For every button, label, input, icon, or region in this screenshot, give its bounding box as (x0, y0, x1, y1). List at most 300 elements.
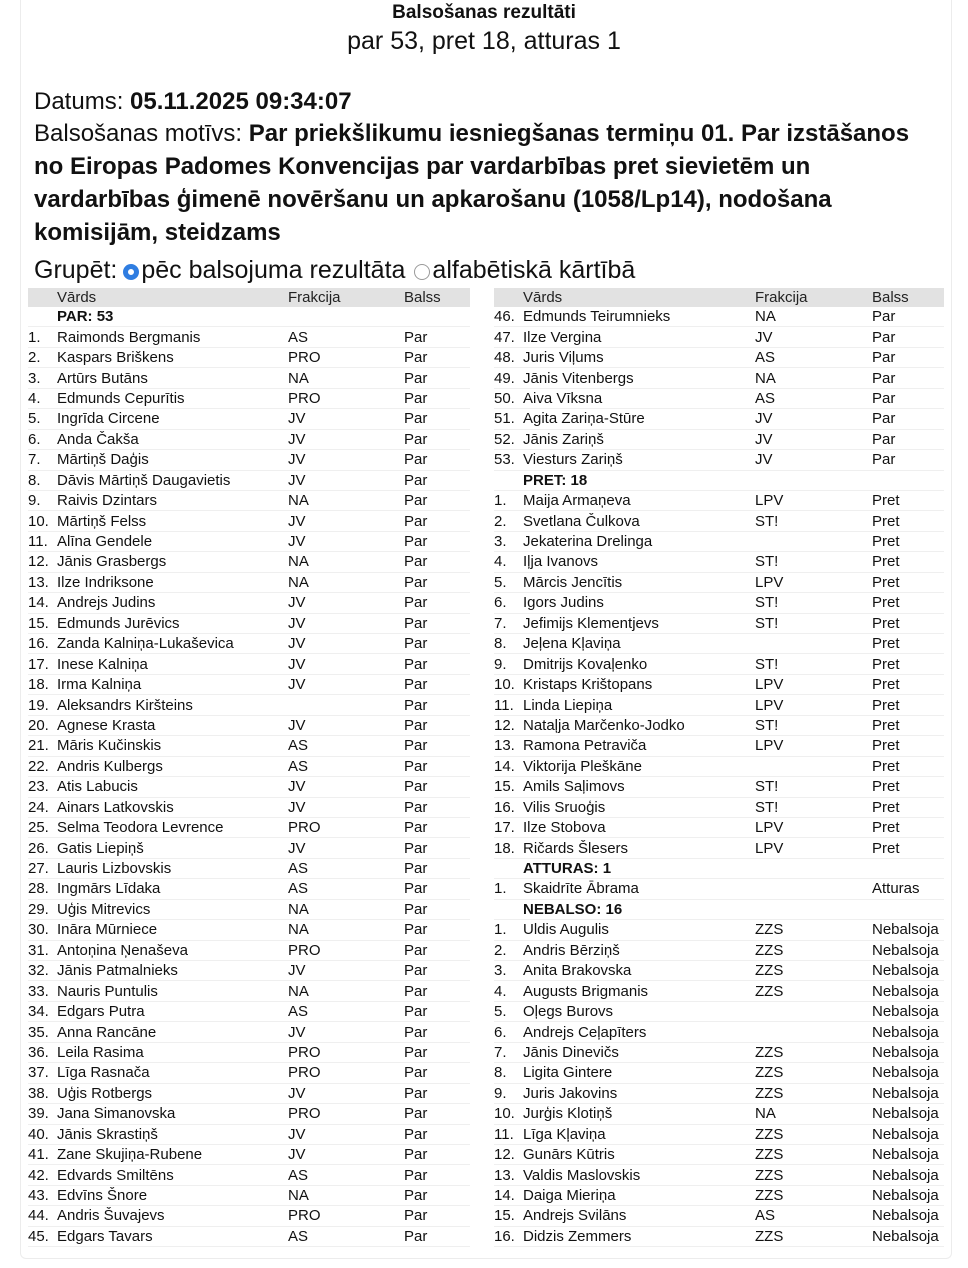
table-row (28, 1002, 470, 1022)
deputy-name: Alīna Gendele (57, 533, 153, 551)
table-row (28, 491, 470, 511)
deputy-faction: ST! (755, 594, 779, 612)
deputy-name: Jana Simanovska (57, 1105, 176, 1123)
deputy-faction: ZZS (755, 1187, 784, 1205)
deputy-faction: ST! (755, 716, 779, 734)
table-row (494, 491, 944, 511)
deputy-name: Juris Jakovins (523, 1084, 618, 1102)
table-row (494, 675, 944, 695)
table-row (494, 1227, 944, 1247)
row-number: 11. (494, 1125, 514, 1143)
deputy-name: Uģis Rotbergs (57, 1084, 153, 1102)
deputy-vote: Pret (872, 635, 900, 653)
row-number: 41. (28, 1146, 49, 1164)
deputy-name: Jefimijs Klementjevs (523, 614, 659, 632)
deputy-faction: JV (288, 1084, 306, 1102)
table-row (28, 716, 470, 736)
deputy-name: Jekaterina Drelinga (523, 533, 653, 551)
deputy-faction: JV (288, 635, 306, 653)
deputy-faction: ZZS (755, 1084, 784, 1102)
deputy-vote: Par (404, 655, 428, 673)
row-number: 13. (494, 1166, 515, 1184)
radio-alphabetical[interactable] (414, 264, 430, 280)
deputy-name: Irma Kalniņa (57, 676, 142, 694)
table-body (28, 307, 470, 1247)
deputy-faction: ST! (755, 553, 779, 571)
row-number: 5. (494, 573, 507, 591)
table-row (494, 716, 944, 736)
section-title: PAR: 53 (57, 308, 114, 326)
deputy-vote: Nebalsoja (872, 1166, 939, 1184)
table-row (494, 1084, 944, 1104)
row-number: 10. (494, 1105, 515, 1123)
table-row (494, 981, 944, 1001)
deputy-vote: Par (404, 328, 428, 346)
deputy-vote: Pret (872, 594, 900, 612)
section-header (494, 471, 944, 491)
deputy-name: Mārtiņš Felss (57, 512, 147, 530)
deputy-name: Edgars Putra (57, 1003, 145, 1021)
deputy-name: Ingmārs Līdaka (57, 880, 161, 898)
deputy-name: Aleksandrs Kiršteins (57, 696, 193, 714)
deputy-vote: Nebalsoja (872, 1207, 939, 1225)
deputy-name: Vilis Sruoģis (523, 798, 606, 816)
deputy-faction: JV (288, 451, 306, 469)
row-number: 1. (494, 880, 507, 898)
table-row (494, 532, 944, 552)
table-row (28, 961, 470, 981)
deputy-faction: JV (755, 328, 773, 346)
column-vote-header: Balss (872, 289, 909, 306)
deputy-vote: Par (404, 778, 428, 796)
row-number: 19. (28, 696, 49, 714)
deputy-vote: Pret (872, 819, 900, 837)
deputy-name: Uldis Augulis (523, 921, 609, 939)
deputy-name: Andrejs Ceļapīters (523, 1023, 647, 1041)
deputy-name: Artūrs Butāns (57, 369, 148, 387)
deputy-name: Selma Teodora Levrence (57, 819, 224, 837)
deputy-faction: ZZS (755, 1043, 784, 1061)
row-number: 53. (494, 451, 515, 469)
deputy-vote: Par (404, 1207, 428, 1225)
deputy-vote: Par (404, 1023, 428, 1041)
table-row (494, 634, 944, 654)
row-number: 14. (494, 757, 515, 775)
deputy-faction: NA (288, 553, 309, 571)
deputy-name: Andris Bērziņš (523, 941, 620, 959)
deputy-name: Inese Kalniņa (57, 655, 148, 673)
vote-motive (34, 117, 944, 249)
table-row (494, 654, 944, 674)
deputy-faction: ST! (755, 655, 779, 673)
row-number: 16. (28, 635, 49, 653)
deputy-vote: Pret (872, 553, 900, 571)
deputy-name: Ilze Vergina (523, 328, 602, 346)
deputy-vote: Par (404, 941, 428, 959)
table-row (494, 961, 944, 981)
row-number: 17. (494, 819, 515, 837)
row-number: 6. (28, 430, 41, 448)
row-number: 38. (28, 1084, 49, 1102)
deputy-faction: JV (288, 676, 306, 694)
row-number: 30. (28, 921, 49, 939)
deputy-name: Aiva Vīksna (523, 389, 603, 407)
row-number: 4. (28, 389, 41, 407)
table-row (28, 471, 470, 491)
table-row (28, 573, 470, 593)
deputy-faction: JV (288, 1023, 306, 1041)
deputy-faction: ZZS (755, 1227, 784, 1245)
table-row (494, 736, 944, 756)
row-number: 12. (494, 1146, 515, 1164)
table-row (28, 920, 470, 940)
deputy-faction: LPV (755, 676, 784, 694)
row-number: 40. (28, 1125, 49, 1143)
deputy-faction: NA (755, 308, 776, 326)
table-row (28, 757, 470, 777)
deputy-vote: Nebalsoja (872, 1187, 939, 1205)
deputy-faction: ZZS (755, 1125, 784, 1143)
row-number: 12. (28, 553, 49, 571)
deputy-faction: AS (755, 349, 776, 367)
deputy-name: Edvards Smiltēns (57, 1166, 174, 1184)
row-number: 33. (28, 982, 49, 1000)
row-number: 7. (494, 614, 507, 632)
row-number: 13. (494, 737, 515, 755)
deputy-faction: JV (288, 778, 306, 796)
deputy-faction: LPV (755, 839, 784, 857)
row-number: 45. (28, 1227, 49, 1245)
table-row (28, 900, 470, 920)
deputy-vote: Nebalsoja (872, 1084, 939, 1102)
deputy-faction: AS (755, 1207, 776, 1225)
deputy-vote: Par (404, 430, 428, 448)
table-row (28, 327, 470, 347)
table-row (28, 941, 470, 961)
table-row (494, 348, 944, 368)
radio-by-result[interactable] (123, 264, 139, 280)
deputy-name: Raivis Dzintars (57, 492, 158, 510)
deputy-vote: Par (404, 594, 428, 612)
row-number: 7. (494, 1043, 507, 1061)
table-row (28, 1125, 470, 1145)
deputy-name: Viktorija Pleškāne (523, 757, 642, 775)
deputy-vote: Pret (872, 757, 900, 775)
row-number: 1. (28, 328, 41, 346)
deputy-name: Atis Labucis (57, 778, 138, 796)
deputy-faction: JV (288, 471, 306, 489)
deputy-name: Mārtiņš Daģis (57, 451, 149, 469)
deputy-faction: NA (755, 1105, 776, 1123)
deputy-vote: Pret (872, 716, 900, 734)
deputy-vote: Par (872, 308, 896, 326)
deputy-vote: Par (404, 410, 428, 428)
table-row (28, 879, 470, 899)
table-header (494, 288, 944, 307)
table-row (494, 1186, 944, 1206)
deputy-faction: JV (755, 451, 773, 469)
deputy-name: Ingrīda Circene (57, 410, 160, 428)
deputy-name: Ainars Latkovskis (57, 798, 174, 816)
deputy-faction: LPV (755, 492, 784, 510)
table-row (494, 307, 944, 327)
table-header (28, 288, 470, 307)
deputy-vote: Par (404, 1043, 428, 1061)
deputy-faction: ST! (755, 614, 779, 632)
table-row (28, 798, 470, 818)
deputy-vote: Par (404, 573, 428, 591)
column-name-header: Vārds (57, 289, 97, 306)
deputy-name: Jānis Grasbergs (57, 553, 167, 571)
row-number: 39. (28, 1105, 49, 1123)
deputy-faction: LPV (755, 737, 784, 755)
row-number: 8. (494, 1064, 507, 1082)
deputy-vote: Par (404, 533, 428, 551)
deputy-name: Andris Kulbergs (57, 757, 163, 775)
deputy-name: Edmunds Teirumnieks (523, 308, 671, 326)
deputy-vote: Par (404, 349, 428, 367)
table-row (494, 1104, 944, 1124)
deputy-vote: Par (404, 614, 428, 632)
deputy-vote: Nebalsoja (872, 941, 939, 959)
table-row (494, 1125, 944, 1145)
results-table-right (494, 288, 944, 1247)
deputy-vote: Par (872, 410, 896, 428)
row-number: 18. (494, 839, 515, 857)
row-number: 10. (494, 676, 515, 694)
table-row (28, 430, 470, 450)
table-row (28, 1084, 470, 1104)
row-number: 16. (494, 798, 515, 816)
deputy-name: Mārcis Jencītis (523, 573, 623, 591)
table-row (494, 573, 944, 593)
row-number: 8. (494, 635, 507, 653)
table-row (28, 695, 470, 715)
deputy-name: Jānis Zariņš (523, 430, 604, 448)
row-number: 47. (494, 328, 515, 346)
row-number: 15. (28, 614, 49, 632)
deputy-vote: Par (404, 798, 428, 816)
deputy-name: Līga Rasnača (57, 1064, 150, 1082)
table-row (494, 1043, 944, 1063)
deputy-faction: AS (288, 1227, 309, 1245)
deputy-name: Kristaps Krištopans (523, 676, 653, 694)
deputy-name: Valdis Maslovskis (523, 1166, 641, 1184)
deputy-name: Jānis Vitenbergs (523, 369, 634, 387)
deputy-faction: ZZS (755, 1146, 784, 1164)
deputy-faction: NA (288, 921, 309, 939)
deputy-vote: Par (404, 1003, 428, 1021)
deputy-name: Maija Armaņeva (523, 492, 631, 510)
row-number: 12. (494, 716, 515, 734)
deputy-faction: JV (755, 430, 773, 448)
deputy-vote: Pret (872, 573, 900, 591)
deputy-vote: Pret (872, 492, 900, 510)
table-row (28, 593, 470, 613)
table-body (494, 307, 944, 1247)
column-name-header: Vārds (523, 289, 563, 306)
row-number: 25. (28, 819, 49, 837)
deputy-name: Kaspars Briškens (57, 349, 174, 367)
deputy-faction: JV (755, 410, 773, 428)
deputy-name: Dāvis Mārtiņš Daugavietis (57, 471, 231, 489)
row-number: 3. (494, 962, 507, 980)
deputy-name: Amils Saļimovs (523, 778, 625, 796)
table-row (494, 798, 944, 818)
deputy-vote: Nebalsoja (872, 1227, 939, 1245)
deputy-vote: Nebalsoja (872, 1125, 939, 1143)
table-row (494, 920, 944, 940)
deputy-name: Jānis Patmalnieks (57, 962, 178, 980)
row-number: 36. (28, 1043, 49, 1061)
row-number: 9. (494, 655, 507, 673)
row-number: 48. (494, 349, 515, 367)
deputy-faction: PRO (288, 1105, 321, 1123)
deputy-vote: Nebalsoja (872, 1003, 939, 1021)
deputy-faction: PRO (288, 389, 321, 407)
deputy-vote: Nebalsoja (872, 982, 939, 1000)
row-number: 24. (28, 798, 49, 816)
deputy-faction: JV (288, 655, 306, 673)
row-number: 23. (28, 778, 49, 796)
table-row (28, 1227, 470, 1247)
table-row (494, 1145, 944, 1165)
deputy-faction: AS (755, 389, 776, 407)
grouping-label: Grupēt: (34, 256, 118, 284)
radio-alphabetical-label[interactable]: alfabētiskā kārtībā (432, 256, 636, 284)
deputy-faction: ZZS (755, 1064, 784, 1082)
deputy-vote: Pret (872, 512, 900, 530)
row-number: 8. (28, 471, 41, 489)
deputy-name: Ligita Gintere (523, 1064, 613, 1082)
deputy-vote: Par (404, 389, 428, 407)
deputy-faction: AS (288, 880, 309, 898)
row-number: 15. (494, 778, 515, 796)
row-number: 28. (28, 880, 49, 898)
table-row (28, 532, 470, 552)
deputy-name: Ričards Šlesers (523, 839, 629, 857)
deputy-vote: Par (404, 1064, 428, 1082)
table-row (28, 368, 470, 388)
row-number: 3. (494, 533, 507, 551)
row-number: 35. (28, 1023, 49, 1041)
row-number: 46. (494, 308, 515, 326)
table-row (28, 511, 470, 531)
deputy-vote: Par (404, 839, 428, 857)
deputy-vote: Par (872, 349, 896, 367)
deputy-name: Anda Čakša (57, 430, 139, 448)
row-number: 4. (494, 553, 507, 571)
table-row (28, 654, 470, 674)
grouping-selector (34, 256, 635, 285)
row-number: 37. (28, 1064, 49, 1082)
deputy-faction: JV (288, 1146, 306, 1164)
table-row (494, 614, 944, 634)
table-row (28, 675, 470, 695)
radio-by-result-label[interactable]: pēc balsojuma rezultāta (141, 256, 406, 284)
row-number: 2. (28, 349, 41, 367)
deputy-vote: Par (404, 696, 428, 714)
deputy-faction: JV (288, 1125, 306, 1143)
deputy-name: Gunārs Kūtris (523, 1146, 615, 1164)
deputy-faction: JV (288, 839, 306, 857)
deputy-vote: Par (404, 1187, 428, 1205)
table-row (28, 389, 470, 409)
deputy-faction: ZZS (755, 921, 784, 939)
section-title: ATTURAS: 1 (523, 860, 612, 878)
deputy-name: Skaidrīte Ābrama (523, 880, 639, 898)
deputy-vote: Par (404, 921, 428, 939)
table-row (28, 409, 470, 429)
deputy-name: Raimonds Bergmanis (57, 328, 201, 346)
deputy-faction: ZZS (755, 962, 784, 980)
deputy-name: Andrejs Judins (57, 594, 156, 612)
row-number: 5. (494, 1003, 507, 1021)
table-row (28, 1145, 470, 1165)
deputy-vote: Par (404, 512, 428, 530)
deputy-vote: Par (404, 1084, 428, 1102)
deputy-faction: JV (288, 430, 306, 448)
deputy-name: Anita Brakovska (523, 962, 632, 980)
page-title: Balsošanas rezultāti (392, 2, 576, 23)
table-row (494, 552, 944, 572)
deputy-name: Edmunds Cepurītis (57, 389, 185, 407)
deputy-vote: Par (872, 451, 896, 469)
table-row (494, 838, 944, 858)
deputy-faction: AS (288, 737, 309, 755)
table-row (28, 348, 470, 368)
deputy-name: Edgars Tavars (57, 1227, 153, 1245)
date-label: Datums: (34, 88, 124, 115)
deputy-faction: AS (288, 860, 309, 878)
date-value: 05.11.2025 09:34:07 (130, 88, 352, 115)
deputy-vote: Par (404, 962, 428, 980)
deputy-vote: Par (872, 328, 896, 346)
deputy-faction: LPV (755, 696, 784, 714)
deputy-faction: ZZS (755, 941, 784, 959)
deputy-vote: Par (404, 1227, 428, 1245)
deputy-vote: Par (404, 1166, 428, 1184)
table-row (28, 838, 470, 858)
row-number: 17. (28, 655, 49, 673)
deputy-name: Daiga Mieriņa (523, 1187, 616, 1205)
deputy-name: Igors Judins (523, 594, 604, 612)
deputy-name: Līga Kļaviņa (523, 1125, 606, 1143)
table-row (494, 327, 944, 347)
row-number: 13. (28, 573, 49, 591)
deputy-name: Ināra Mūrniece (57, 921, 158, 939)
deputy-name: Jurģis Klotiņš (523, 1105, 613, 1123)
deputy-faction: PRO (288, 1064, 321, 1082)
table-row (494, 1063, 944, 1083)
deputy-faction: AS (288, 1003, 309, 1021)
section-header (494, 900, 944, 920)
deputy-faction: JV (288, 533, 306, 551)
deputy-vote: Nebalsoja (872, 962, 939, 980)
deputy-vote: Par (404, 982, 428, 1000)
deputy-name: Iļja Ivanovs (523, 553, 599, 571)
row-number: 2. (494, 941, 507, 959)
deputy-name: Oļegs Burovs (523, 1003, 614, 1021)
row-number: 20. (28, 716, 49, 734)
deputy-vote: Pret (872, 798, 900, 816)
deputy-vote: Par (404, 880, 428, 898)
table-row (28, 450, 470, 470)
row-number: 43. (28, 1187, 49, 1205)
deputy-vote: Par (404, 757, 428, 775)
row-number: 6. (494, 594, 507, 612)
row-number: 21. (28, 737, 49, 755)
